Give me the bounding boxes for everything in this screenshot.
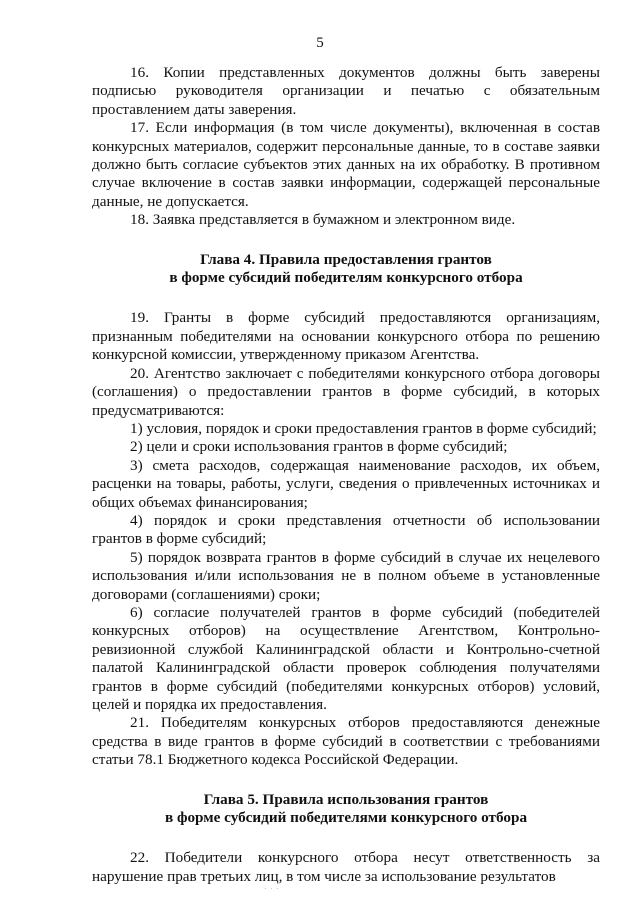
list-item-3: 3) смета расходов, содержащая наименование расходов, их объем, расценки на товары, работы, услуги, сведения о привлеченных источниках и общих объемах финансирования; [92,456,600,511]
paragraph-18: 18. Заявка представляется в бумажном и электронном виде. [130,211,516,229]
page-number: 5 [316,35,324,51]
paragraph-20: 20. Агентство заключает с победителями конкурсного отбора договоры (соглашения) о предоставлении грантов в форме субсидий, в которых предусматриваются: [92,364,600,419]
paragraph-19: 19. Гранты в форме субсидий предоставляются организациям, признанным победителями на основании конкурсного отбора по решению конкурсной комиссии, утвержденному приказом Агентства. [92,309,600,364]
list-item-4: 4) порядок и сроки представления отчетности об использовании грантов в форме субсидий; [92,511,600,548]
paragraph-22: 22. Победители конкурсного отбора несут ответственность за нарушение прав третьих лиц, в том числе за использование результатов [92,849,600,885]
spacer [92,287,600,309]
scan-artifact: · · · [264,885,280,893]
spacer [92,770,600,791]
paragraph-17: 17. Если информация (в том числе документы), включенная в состав конкурсных материалов, содержит персональные данные, то в составе заявки должно быть согласие субъектов этих данных на их обработку. В противном случае включение в состав заявки информации, содержащей персональные данные, не допускается. [92,119,600,210]
chapter-4-heading-line-2: в форме субсидий победителям конкурсного отбора [169,269,523,287]
paragraph-16: 16. Копии представленных документов должны быть заверены подписью руководителя организации и печатью с обязательным проставлением даты заверения. [92,64,600,118]
paragraph-21: 21. Победителям конкурсных отборов предоставляются денежные средства в виде грантов в форме субсидий в соответствии с требованиями статьи 78.1 Бюджетного кодекса Российской Федерации. [92,714,600,769]
list-item-2: 2) цели и сроки использования грантов в форме субсидий; [130,438,508,456]
chapter-5-heading-line-1: Глава 5. Правила использования грантов [203,790,489,808]
chapter-5-heading-line-2: в форме субсидий победителями конкурсного отбора [164,809,528,827]
spacer [92,827,600,849]
document-body [92,64,600,886]
list-item-6: 6) согласие получателей грантов в форме субсидий (победителей конкурсных отборов) на осуществление Агентством, Контрольно-ревизионной службой Калининградской области и Контрольно-счетной палатой Калининградской области проверок соблюдения получателями грантов в форме субсидий (победителями конкурсных отборов) условий, целей и порядка их предоставления. [92,603,600,713]
spacer [92,230,600,251]
chapter-4-heading-line-1: Глава 4. Правила предоставления грантов [200,250,492,268]
list-item-5: 5) порядок возврата грантов в форме субсидий в случае их нецелевого использования и/или использования не в полном объеме в установленные договорами (соглашениями) сроки; [92,548,600,603]
list-item-1: 1) условия, порядок и сроки предоставления грантов в форме субсидий; [130,419,597,437]
